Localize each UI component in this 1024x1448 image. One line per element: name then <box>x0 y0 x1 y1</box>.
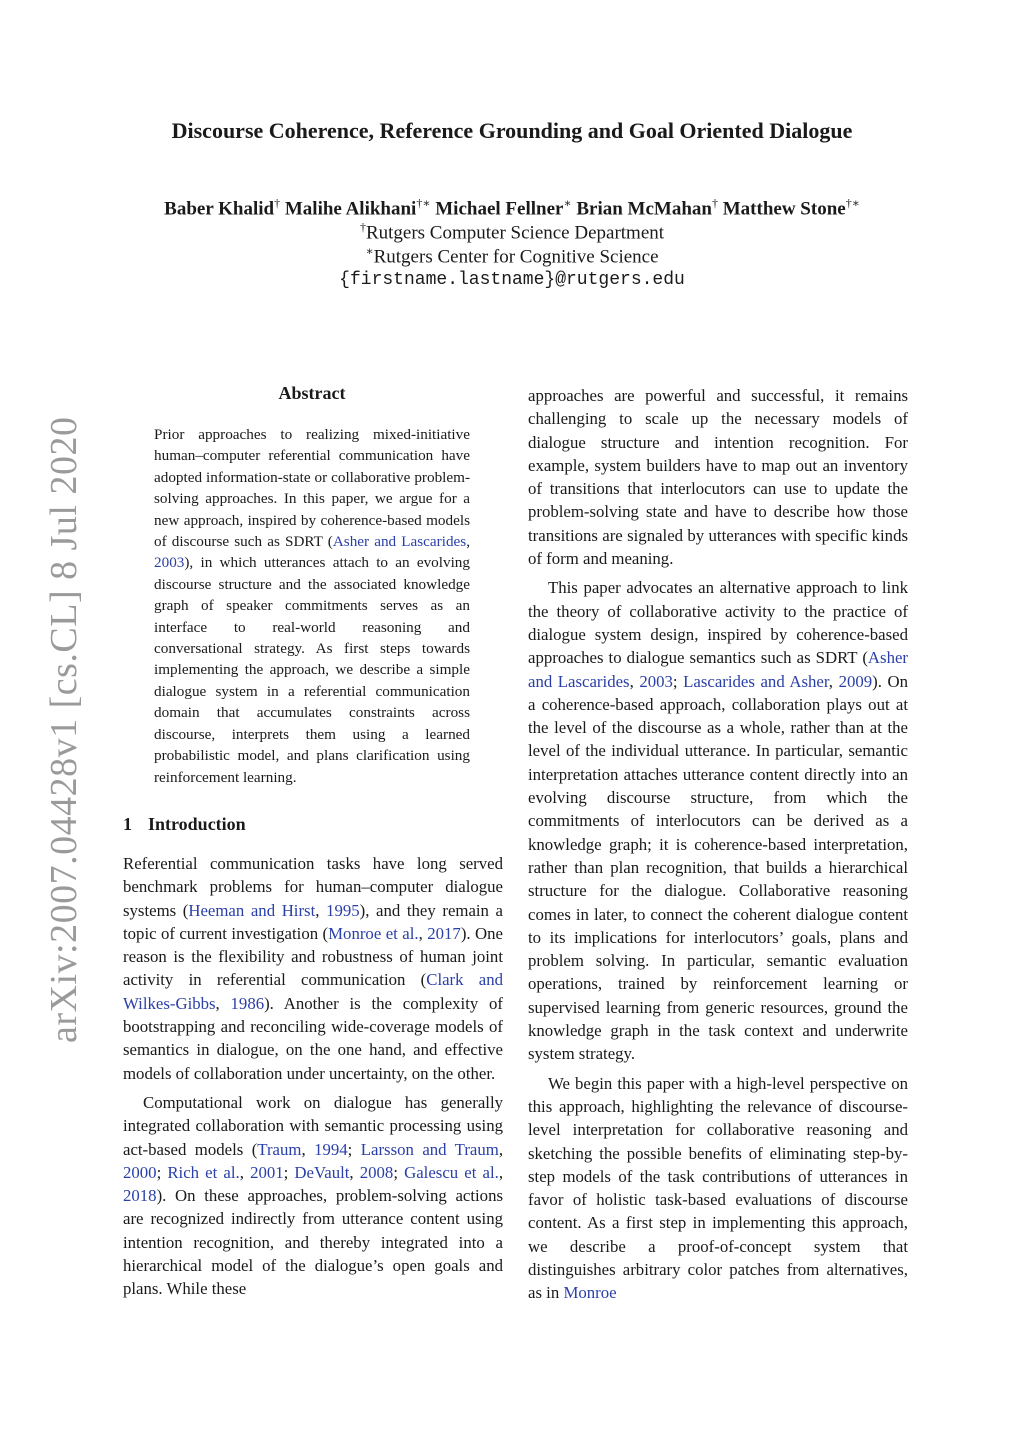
section-number: 1 <box>123 814 132 834</box>
author-name: Malihe Alikhani <box>284 198 417 220</box>
abstract-body: Prior approaches to realizing mixed-initiative human–computer referential communication have adopted information-state or collaborative problem-solving approaches. In this paper, we argue for a new approach, inspired by coherence-based models of discourse such as SDRT (Asher and Lascarides, 2003), in which utterances attach to an evolving discourse structure and the associated knowledge graph of speaker commitments serves as an interface to real-world reasoning and conversational strategy. As first steps towards implementing the approach, we describe a simple dialogue system in a referential communication domain that accumulates constraints across discourse, interprets them using a learned probabilistic model, and plans clarification using reinforcement learning. <box>154 426 470 786</box>
affiliation-text: Rutgers Center for Cognitive Science <box>373 246 659 268</box>
citation-year-link[interactable]: 2003 <box>154 554 185 572</box>
body-text: ). On these approaches, problem-solving actions are recognized indirectly from utterance content using intention recognition, and thereby integrated into a hierarchical model of the dialogue’s open goals and plans. While these <box>123 1186 503 1299</box>
body-text: ). Another is the complexity of bootstrapping and reconciling wide-coverage models of semantics in dialogue, on the one hand, and effective models of collaboration under uncertainty, on the other. <box>123 993 504 1083</box>
body-text: We begin this paper with a high-level perspective on this approach, highlighting the relevance of discourse-level interpretation for collaborative reasoning and sketching the possible benefits of eliminating step-by-step models of the task contributions of utterances in favor of holistic task-based evaluations of discourse content. As a first step in implementing this approach, we describe a proof-of-concept system that distinguishes arbitrary color patches from alternatives, as in <box>528 1073 908 1303</box>
author-name: Brian McMahan <box>576 198 712 220</box>
citation-year-link[interactable]: 2003 <box>639 671 673 691</box>
citation-link[interactable]: Monroe <box>563 1283 617 1303</box>
paragraph: approaches are powerful and successful, it remains challenging to scale up the necessary models of dialogue structure and intention recognition. For example, system builders have to map out an inventory of transitions that interlocutors can use to update the problem-solving state and have to describe how those transitions are signaled by utterances with specific kinds of form and meaning. <box>528 386 908 569</box>
author-mark: †∗ <box>845 196 860 210</box>
paragraph: Referential communication tasks have long served benchmark problems for human–computer dialogue systems (Heeman and Hirst, 1995), and they remain a topic of current investigation (Monroe et al., 2017). One reason is the flexibility and robustness of human joint activity in referential communication (Clark and Wilkes-Gibbs, 1986). Another is the complexity of bootstrapping and reconciling wide-coverage models of semantics in dialogue, on the one hand, and effective models of collaboration under uncertainty, on the other. <box>123 854 504 1083</box>
right-column <box>528 384 908 1311</box>
paragraph: Computational work on dialogue has generally integrated collaboration with semantic processing using act-based models (Traum, 1994; Larsson and Traum, 2000; Rich et al., 2001; DeVault, 2008; Galescu et al., 2018). On these approaches, problem-solving actions are recognized indirectly from utterance content using intention recognition, and thereby integrated into a hierarchical model of the dialogue’s open goals and plans. While these <box>123 1092 504 1299</box>
email-text: {firstname.lastname}@rutgers.edu <box>339 270 685 290</box>
section-title: Introduction <box>148 814 246 834</box>
citation-year-link[interactable]: 2018 <box>123 1186 157 1206</box>
author-email <box>0 268 1024 290</box>
citation-link[interactable]: Monroe et al. <box>328 923 419 943</box>
citation-year-link[interactable]: 2000 <box>123 1162 157 1182</box>
citation-link[interactable]: Traum <box>257 1139 302 1159</box>
citation-link[interactable]: DeVault <box>294 1162 350 1182</box>
citation-link[interactable]: Larsson and Traum <box>360 1139 499 1159</box>
citation-link[interactable]: Clark and Wilkes-Gibbs <box>123 970 503 1013</box>
citation-year-link[interactable]: 2001 <box>250 1162 284 1182</box>
author-list <box>0 196 1024 220</box>
author-mark: † <box>712 196 718 210</box>
citation-link[interactable]: Asher and Lascarides <box>528 648 908 691</box>
author-mark: †∗ <box>416 196 431 210</box>
citation-link[interactable]: Asher and Lascarides <box>332 533 467 551</box>
body-text: Referential communication tasks have long served benchmark problems for human–computer dialogue systems ( <box>123 854 503 920</box>
arxiv-stamp: arXiv:2007.04428v1 [cs.CL] 8 Jul 2020 <box>43 416 85 1043</box>
author-mark: † <box>274 196 281 210</box>
citation-year-link[interactable]: 1994 <box>314 1139 348 1159</box>
affiliation-mark: † <box>359 220 366 234</box>
section-heading <box>123 814 246 835</box>
citation-year-link[interactable]: 1986 <box>230 993 265 1013</box>
abstract-text: ), in which utterances attach to an evolving discourse structure and the associated knowledge graph of speaker commitments serves as an interface to real-world reasoning and conversational strategy. As first steps towards implementing the approach, we describe a simple dialogue system in a referential communication domain that accumulates constraints across discourse, interprets them using a learned probabilistic model, and plans clarification using reinforcement learning. <box>154 554 470 786</box>
citation-year-link[interactable]: 2017 <box>427 923 461 943</box>
citation-year-link[interactable]: 2008 <box>359 1162 394 1182</box>
author-name: Michael Fellner <box>435 198 564 220</box>
author-name: Matthew Stone <box>722 198 846 220</box>
body-text: Computational work on dialogue has generally integrated collaboration with semantic processing using act-based models ( <box>123 1092 503 1159</box>
affiliation-cogsci <box>0 244 1024 268</box>
affiliation-cs <box>0 220 1024 244</box>
affiliation-mark: ∗ <box>365 244 374 258</box>
paragraph <box>528 1072 908 1305</box>
citation-link[interactable]: Galescu et al. <box>404 1162 499 1182</box>
author-name: Baber Khalid <box>164 198 275 220</box>
citation-year-link[interactable]: 2009 <box>838 671 873 691</box>
abstract-heading: Abstract <box>278 383 346 403</box>
body-text: ). One reason is the flexibility and robustness of human joint activity in referential communication ( <box>123 923 504 990</box>
paragraph: This paper advocates an alternative approach to link the theory of collaborative activity to the practice of dialogue system design, inspired by coherence-based approaches to dialogue semantics such as SDRT (Asher and Lascarides, 2003; Lascarides and Asher, 2009). On a coherence-based approach, collaboration plays out at the level of the discourse as a whole, rather than at the level of the individual utterance. In particular, semantic interpretation attaches utterance content directly into an evolving discourse structure, from which the commitments of interlocutors can be derived as a knowledge graph; it is coherence-based interpretation, rather than plan recognition, that builds a hierarchical structure for the dialogue. Collaborative reasoning comes in later, to connect the coherent dialogue content to its implications for interlocutors’ goals, plans and problem solving. In particular, semantic evaluation operations, trained by reinforcement learning or supervised learning from generic resources, ground the knowledge graph in the task context and underwrite system strategy. <box>528 578 908 1064</box>
author-mark: ∗ <box>563 196 572 210</box>
affiliation-text: Rutgers Computer Science Department <box>365 222 665 244</box>
citation-year-link[interactable]: 1995 <box>326 900 360 920</box>
left-column <box>123 852 503 1307</box>
paper-title: Discourse Coherence, Reference Grounding and Goal Oriented Dialogue <box>171 118 853 143</box>
body-text: This paper advocates an alternative approach to link the theory of collaborative activity to the practice of dialogue system design, inspired by coherence-based approaches to dialogue semantics such as SDRT ( <box>528 578 908 668</box>
body-text: ). On a coherence-based approach, collaboration plays out at the level of the discourse as a whole, rather than at the level of the individual utterance. In particular, semantic interpretation attaches utterance content directly into an evolving discourse structure, from which the commitments of interlocutors can be derived as a knowledge graph; it is coherence-based interpretation, rather than plan recognition, that builds a hierarchical structure for the dialogue. Collaborative reasoning comes in later, to connect the coherent dialogue content to its implications for interlocutors’ goals, plans and problem solving. In particular, semantic evaluation operations, trained by reinforcement learning or supervised learning from generic resources, ground the knowledge graph in the task context and underwrite system strategy. <box>528 671 908 1064</box>
citation-link[interactable]: Rich et al. <box>167 1162 240 1182</box>
citation-link[interactable]: Lascarides and Asher <box>683 671 829 691</box>
citation-link[interactable]: Heeman and Hirst <box>188 900 316 920</box>
abstract-text: Prior approaches to realizing mixed-initiative human–computer referential communication have adopted information-state or collaborative problem-solving approaches. In this paper, we argue for a new approach, inspired by coherence-based models of discourse such as SDRT ( <box>154 426 470 551</box>
body-text: ), and they remain a topic of current investigation ( <box>123 900 504 943</box>
